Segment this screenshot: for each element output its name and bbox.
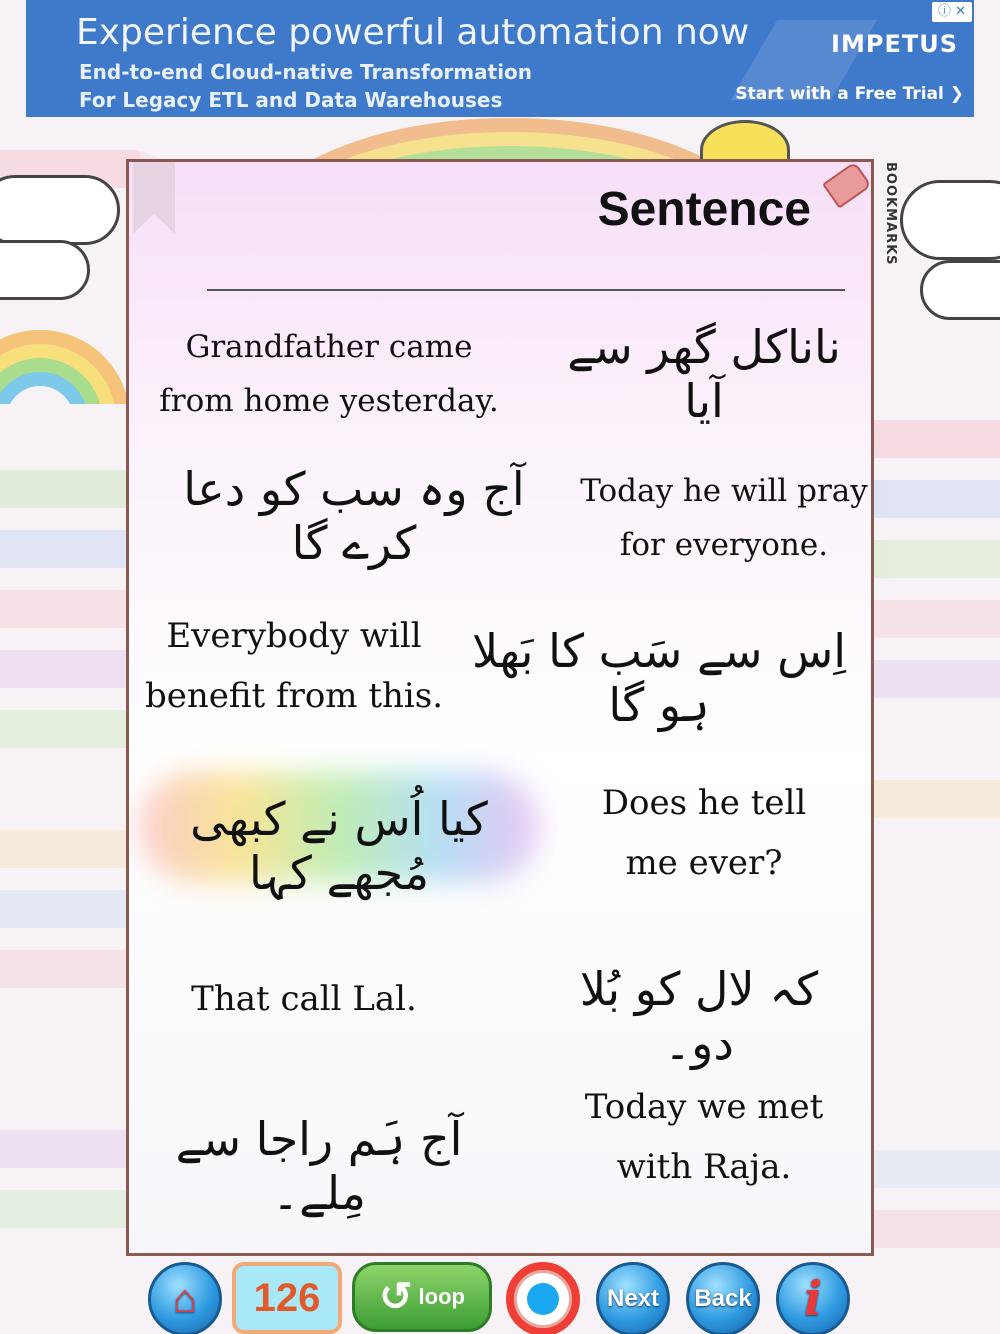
ad-line-2: For Legacy ETL and Data Warehouses	[79, 88, 503, 112]
sentence-urdu-1[interactable]: ناناکل گھر سے آیا	[567, 320, 841, 428]
sentence-urdu-3[interactable]: اِس سے سَب کا بَھلا ہو گا	[472, 624, 846, 732]
sentence-english-5[interactable]: That call Lal.	[191, 979, 417, 1019]
pencil-decoration	[860, 600, 1000, 638]
ad-line-1: End-to-end Cloud-native Transformation	[79, 60, 533, 84]
record-dot-icon	[527, 1283, 559, 1315]
pencil-decoration	[0, 590, 140, 628]
pencil-decoration	[860, 1210, 1000, 1248]
home-icon: ⌂	[172, 1276, 198, 1321]
sentence-english-1[interactable]: Grandfather came from home yesterday.	[159, 329, 499, 420]
page-title: Sentence	[597, 183, 811, 236]
pencil-decoration	[0, 1130, 140, 1168]
pencil-decoration	[0, 1190, 140, 1228]
loop-button[interactable]	[352, 1262, 492, 1332]
pencil-decoration	[860, 660, 1000, 698]
cloud-decoration	[920, 260, 1000, 320]
info-icon: i	[803, 1271, 823, 1327]
bookmarks-tab[interactable]: BOOKMARKS	[883, 162, 898, 266]
loop-label: loop	[418, 1284, 465, 1309]
ad-headline: Experience powerful automation now	[76, 12, 750, 53]
pencil-decoration	[860, 420, 1000, 458]
pencil-decoration	[0, 470, 140, 508]
sentence-urdu-6[interactable]: آج ہَم راجا سے مِلے۔	[175, 1112, 463, 1220]
sentence-urdu-5[interactable]: کہ لال کو بُلا دو۔	[579, 962, 819, 1070]
pencil-decoration	[0, 890, 140, 928]
title-divider	[207, 289, 845, 291]
sentence-english-2[interactable]: Today he will pray for everyone.	[580, 473, 868, 564]
ad-close-icon[interactable]: ⓘ ✕	[932, 2, 972, 22]
sentence-english-4[interactable]: Does he tell me ever?	[601, 783, 807, 883]
bottom-toolbar	[0, 1258, 1000, 1334]
sentence-urdu-2[interactable]: آج وہ سب کو دعا کرے گا	[183, 462, 525, 570]
sentence-urdu-4[interactable]: کیا اُس نے کبھی مُجھے کہا	[190, 792, 488, 900]
home-button[interactable]	[148, 1262, 222, 1334]
ad-cta-link[interactable]: Start with a Free Trial ❯	[735, 84, 964, 104]
ad-brand-logo: IMPETUS	[831, 30, 958, 58]
bookmark-tag-icon[interactable]	[822, 161, 872, 209]
page-counter[interactable]: 126	[232, 1262, 342, 1334]
loop-icon: ↺	[379, 1275, 413, 1319]
pencil-decoration	[0, 830, 140, 868]
record-button[interactable]	[506, 1262, 580, 1334]
sentence-english-3[interactable]: Everybody will benefit from this.	[144, 616, 444, 716]
cloud-decoration	[0, 175, 120, 245]
pencil-decoration	[0, 650, 140, 688]
sentence-english-6[interactable]: Today we met with Raja.	[584, 1087, 824, 1187]
back-button[interactable]: Back	[686, 1262, 760, 1334]
pencil-decoration	[860, 780, 1000, 818]
pencil-decoration	[0, 530, 140, 568]
pencil-decoration	[860, 480, 1000, 518]
cloud-decoration	[0, 240, 90, 300]
bookmark-ribbon-icon[interactable]	[133, 162, 175, 234]
pencil-decoration	[0, 710, 140, 748]
cloud-decoration	[900, 180, 1000, 260]
sentence-card	[126, 159, 874, 1256]
pencil-decoration	[860, 540, 1000, 578]
info-button[interactable]	[776, 1262, 850, 1334]
ad-banner[interactable]	[26, 0, 974, 117]
next-button[interactable]: Next	[596, 1262, 670, 1334]
pencil-decoration	[0, 950, 140, 988]
pencil-decoration	[860, 1150, 1000, 1188]
